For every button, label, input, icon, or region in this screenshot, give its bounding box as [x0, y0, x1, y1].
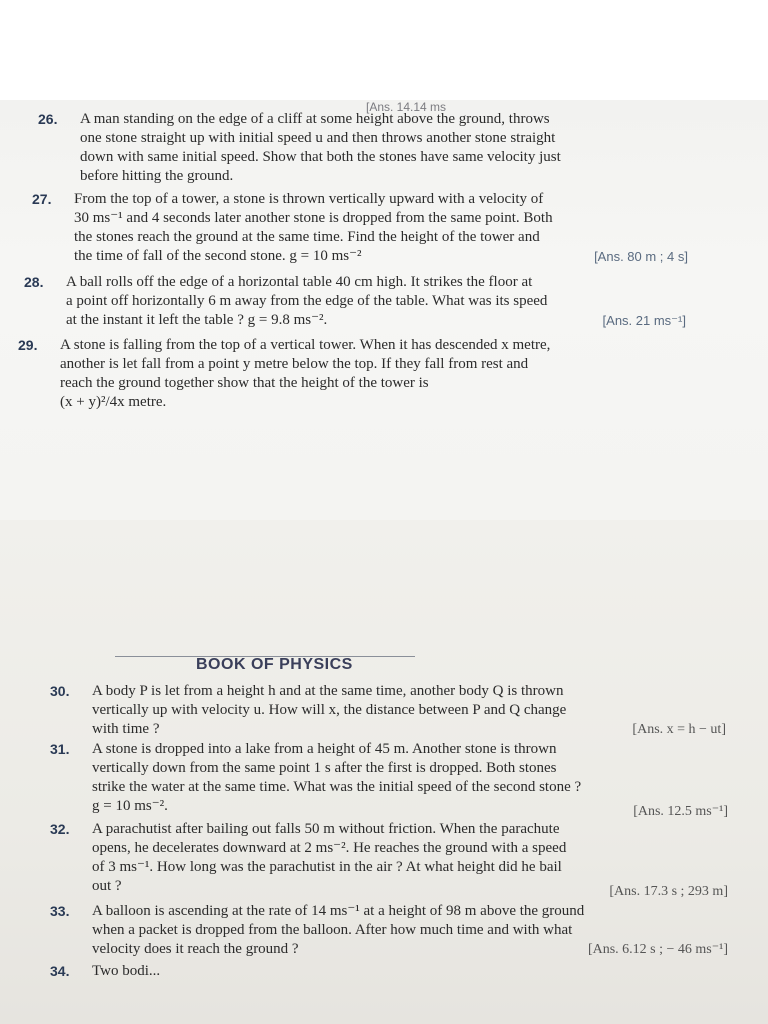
- question-31: [50, 740, 728, 819]
- question-line: A body P is let from a height h and at the same time, another body Q is thrown: [92, 683, 564, 699]
- question-number: 34.: [50, 963, 70, 979]
- question-line: opens, he decelerates downward at 2 ms⁻². He reaches the ground with a speed: [92, 840, 567, 856]
- question-number: 28.: [24, 274, 44, 290]
- answer-label: [Ans. 21 ms⁻¹]: [602, 313, 686, 328]
- question-line: velocity does it reach the ground ?: [92, 941, 299, 957]
- running-header: BOOK OF PHYSICS: [196, 656, 353, 673]
- question-line: before hitting the ground.: [80, 168, 234, 184]
- question-line: down with same initial speed. Show that both the stones have same velocity just: [80, 149, 561, 165]
- answer-fragment-header: [Ans. 14.14 ms: [366, 100, 447, 114]
- question-34: [50, 962, 392, 982]
- question-number: 32.: [50, 821, 70, 837]
- question-line: vertically down from the same point 1 s after the first is dropped. Both stones: [92, 760, 557, 776]
- question-line: vertically up with velocity u. How will x, the distance between P and Q change: [92, 702, 567, 718]
- question-line: with time ?: [92, 721, 160, 737]
- question-number: 33.: [50, 903, 70, 919]
- question-number: 31.: [50, 741, 70, 757]
- question-line: (x + y)²/4x metre.: [60, 394, 167, 410]
- question-30: [50, 682, 726, 739]
- question-line: strike the water at the same time. What was the initial speed of the second stone ?: [92, 779, 582, 795]
- question-29: [18, 336, 680, 412]
- question-line: out ?: [92, 878, 122, 894]
- question-line: A ball rolls off the edge of a horizontal table 40 cm high. It strikes the floor at: [66, 274, 533, 290]
- question-line: of 3 ms⁻¹. How long was the parachutist in the air ? At what height did he bail: [92, 859, 562, 875]
- answer-label: [Ans. 6.12 s ; − 46 ms⁻¹]: [587, 942, 728, 957]
- question-line: A balloon is ascending at the rate of 14 ms⁻¹ at a height of 98 m above the ground: [92, 903, 585, 919]
- answer-label: [Ans. x = h − ut]: [632, 722, 726, 737]
- question-line: one stone straight up with initial speed u and then throws another stone straight: [80, 130, 556, 146]
- question-line: From the top of a tower, a stone is thrown vertically upward with a velocity of: [74, 191, 544, 207]
- question-line: when a packet is dropped from the balloon. After how much time and with what: [92, 922, 573, 938]
- question-28: [24, 273, 686, 330]
- question-line: Two bodi...: [92, 963, 161, 979]
- question-number: 29.: [18, 337, 38, 353]
- question-line: the time of fall of the second stone. g = 10 ms⁻²: [74, 248, 362, 264]
- question-line: A stone is falling from the top of a vertical tower. When it has descended x metre,: [60, 337, 551, 353]
- question-line: 30 ms⁻¹ and 4 seconds later another stone is dropped from the same point. Both: [74, 210, 553, 226]
- question-number: 30.: [50, 683, 70, 699]
- question-number: 26.: [38, 111, 58, 127]
- question-line: a point off horizontally 6 m away from the edge of the table. What was its speed: [66, 293, 548, 309]
- question-line: reach the ground together show that the height of the tower is: [60, 375, 429, 391]
- question-line: A man standing on the edge of a cliff at some height above the ground, throws: [80, 111, 550, 127]
- answer-label: [Ans. 12.5 ms⁻¹]: [633, 804, 728, 819]
- question-27: [32, 190, 688, 266]
- answer-label: [Ans. 80 m ; 4 s]: [594, 249, 688, 264]
- question-line: the stones reach the ground at the same time. Find the height of the tower and: [74, 229, 540, 245]
- question-line: another is let fall from a point y metre below the top. If they fall from rest and: [60, 356, 529, 372]
- question-line: at the instant it left the table ? g = 9.8 ms⁻².: [66, 312, 328, 328]
- answer-label: [Ans. 17.3 s ; 293 m]: [609, 884, 728, 899]
- question-line: A stone is dropped into a lake from a height of 45 m. Another stone is thrown: [92, 741, 557, 757]
- question-33: [50, 902, 728, 959]
- question-line: g = 10 ms⁻².: [92, 798, 168, 814]
- question-32: [50, 820, 728, 899]
- question-26: [38, 110, 696, 186]
- question-line: A parachutist after bailing out falls 50 m without friction. When the parachute: [92, 821, 560, 837]
- question-number: 27.: [32, 191, 52, 207]
